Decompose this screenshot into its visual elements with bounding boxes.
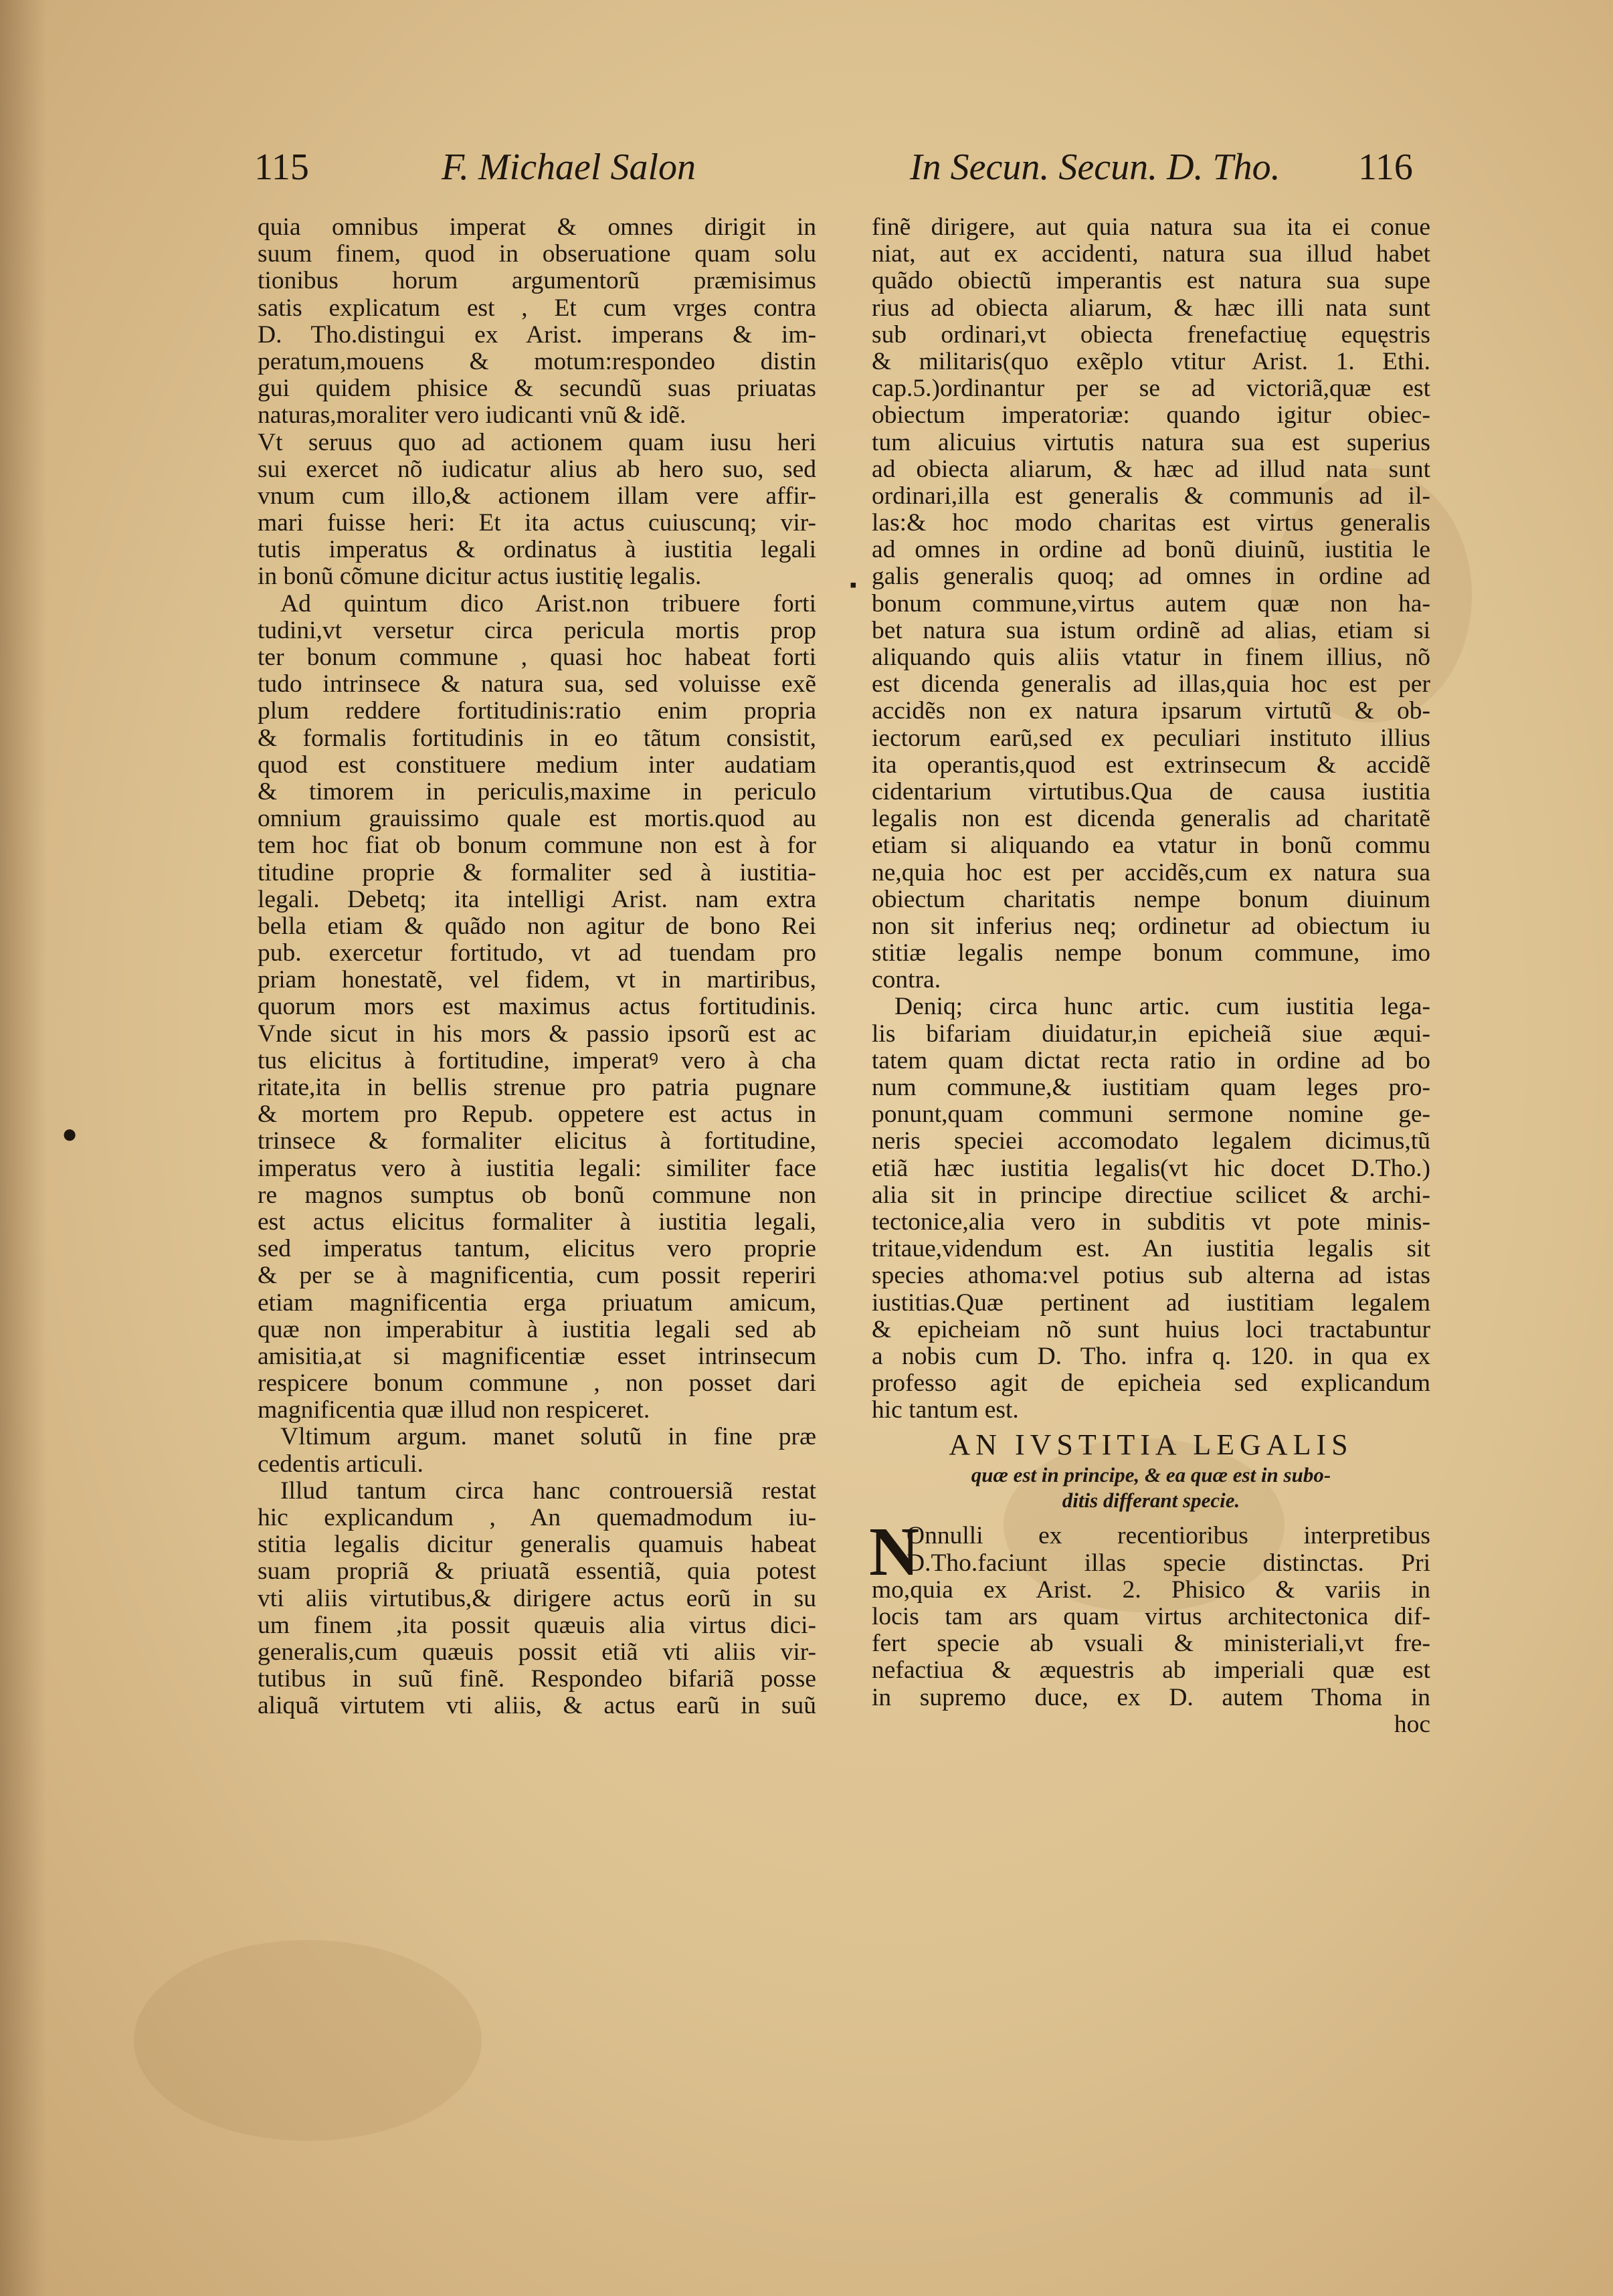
text-line: lis bifariam diuidatur,in epicheiã siue æqui- [872, 1020, 1430, 1048]
text-line: finẽ dirigere, aut quia natura sua ita ei conue [872, 214, 1430, 241]
text-line: iustitias.Quæ pertinent ad iustitiam legalem [872, 1289, 1430, 1317]
text-line: sub ordinari,vt obiecta frenefactiuę equęstris [872, 321, 1430, 349]
text-line: rius ad obiecta aliarum, & hæc illi nata sunt [872, 294, 1430, 322]
text-line: cidentarium virtutibus.Qua de causa iustitia [872, 778, 1430, 805]
text-line: professo agit de epicheia sed explicandum [872, 1370, 1430, 1398]
text-line: nefactiua & æquestris ab imperiali quæ est [872, 1657, 1430, 1685]
text-line: fert specie ab vsuali & ministeriali,vt fre- [872, 1630, 1430, 1658]
text-line: hic tantum est. [872, 1397, 1019, 1424]
text-line: stitia legalis dicitur generalis quamuis habeat [258, 1531, 816, 1559]
text-line: las:& hoc modo charitas est virtus generalis [872, 510, 1430, 537]
text-line: est actus elicitus formaliter à iustitia legali, [258, 1208, 816, 1236]
gutter-shadow [0, 0, 47, 2296]
text-line: tutis imperatus & ordinatus à iustitia legali [258, 537, 816, 564]
text-line: sed imperatus tantum, elicitus vero proprie [258, 1236, 816, 1263]
text-line: ne,quia hoc est per accidẽs,cum ex natura sua [872, 859, 1430, 886]
text-line: non sit inferius neq; ordinetur ad obiectum iu [872, 913, 1430, 940]
text-line: ordinari,illa est generalis & communis ad il- [872, 482, 1430, 510]
text-line: obiectum imperatoriæ: quando igitur obiec- [872, 402, 1430, 429]
opening-paragraph-lines [872, 1523, 1430, 1711]
text-line: tutibus in suũ finẽ. Respondeo bifariã posse [258, 1666, 816, 1693]
section-heading: AN IVSTITIA LEGALIS [949, 1428, 1353, 1462]
text-line: in bonũ cõmune dicitur actus iustitię legalis. [258, 563, 702, 591]
text-line: a nobis cum D. Tho. infra q. 120. in qua ex [872, 1343, 1430, 1370]
text-line: quãdo obiectũ imperantis est natura sua supe [872, 268, 1430, 295]
text-line: tudo intrinsece & natura sua, sed voluisse exẽ [258, 671, 816, 698]
text-line: mari fuisse heri: Et ita actus cuiuscunq; vir- [258, 510, 816, 537]
text-line: tritaue,videndum est. An iustitia legalis sit [872, 1236, 1430, 1263]
text-line: locis tam ars quam virtus architectonica dif- [872, 1604, 1430, 1630]
text-line: trinsece & formaliter elicitus à fortitudine, [258, 1128, 816, 1155]
left-running-head: F. Michael Salon [442, 147, 696, 188]
text-line: Illud tantum circa hanc controuersiã restat [280, 1477, 816, 1505]
right-text-column [869, 214, 1430, 1738]
text-line: etiam magnificentia erga priuatum amicum, [258, 1289, 816, 1317]
text-line: & militaris(quo exẽplo vtitur Arist. 1. Ethi. [872, 348, 1430, 375]
margin-mark: ▪ [850, 574, 857, 596]
text-line: magnificentia quæ illud non respiceret. [258, 1397, 650, 1424]
text-line: vti aliis virtutibus,& dirigere actus eorũ in su [258, 1585, 816, 1612]
text-line: Ad quintum dico Arist.non tribuere forti [280, 590, 816, 617]
text-line: respicere bonum commune , non posset dari [258, 1370, 816, 1398]
drop-capital: N [869, 1513, 920, 1591]
text-line: in supremo duce, ex D. autem Thoma in [872, 1684, 1430, 1711]
text-line: tectonice,alia vero in subditis vt pote minis- [872, 1208, 1430, 1236]
text-line: Deniq; circa hunc artic. cum iustitia lega- [894, 993, 1430, 1021]
text-line: cap.5.)ordinantur per se ad victoriã,quæ est [872, 375, 1430, 403]
text-line: ad obiecta aliarum, & hæc ad illud nata sunt [872, 456, 1430, 483]
text-line: ritate,ita in bellis strenue pro patria pugnare [258, 1074, 816, 1101]
text-line: etiam si aliquando ea vtatur in bonũ commu [872, 832, 1430, 860]
text-line: quod est constituere medium inter audatiam [258, 751, 816, 779]
text-line: bonum commune,virtus autem quæ non ha- [872, 590, 1430, 617]
text-line: pub. exercetur fortitudo, vt ad tuendam pro [258, 940, 816, 967]
section-subheading-line-2: ditis differant specie. [1062, 1489, 1240, 1513]
text-line: tus elicitus à fortitudine, imperatꝰ vero à cha [258, 1047, 816, 1074]
text-line: omnium grauissimo quale est mortis.quod au [258, 805, 816, 833]
text-line: bella etiam & quãdo non agitur de bono Rei [258, 913, 816, 940]
text-line: D. Tho.distingui ex Arist. imperans & im- [258, 321, 816, 349]
text-line: accidẽs non ex natura ipsarum virtutũ & ob- [872, 698, 1430, 725]
text-line: Vt seruus quo ad actionem quam iusu heri [258, 429, 816, 456]
text-line: plum reddere fortitudinis:ratio enim propria [258, 698, 816, 725]
text-line: naturas,moraliter vero iudicanti vnũ & idẽ. [258, 402, 686, 429]
text-line: satis explicatum est , Et cum vrges contra [258, 294, 816, 322]
text-line: stitiæ legalis nempe bonum commune, imo [872, 940, 1430, 967]
left-text-column [258, 214, 816, 1720]
text-line: D.Tho.faciunt illas specie distinctas. Pri [907, 1549, 1430, 1577]
text-line: & formalis fortitudinis in eo tãtum consistit, [258, 725, 816, 752]
text-line: tudini,vt versetur circa pericula mortis prop [258, 617, 816, 644]
text-line: aliquando quis aliis vtatur in finem illius, nõ [872, 644, 1430, 671]
text-line: quæ non imperabitur à iustitia legali sed ab [258, 1316, 816, 1343]
text-line: ponunt,quam communi sermone nomine ge- [872, 1101, 1430, 1129]
text-line: ter bonum commune , quasi hoc habeat forti [258, 644, 816, 671]
text-line: num commune,& iustitiam quam leges pro- [872, 1074, 1430, 1101]
right-folio-number: 116 [1358, 147, 1413, 188]
section-subheading-line-1: quæ est in principe, & ea quæ est in subo- [971, 1463, 1331, 1487]
text-line: tem hoc fiat ob bonum commune non est à for [258, 832, 816, 860]
text-line: sui exercet nõ iudicatur alius ab hero suo, sed [258, 456, 816, 483]
text-line: cedentis articuli. [258, 1450, 423, 1478]
text-line: quorum mors est maximus actus fortitudinis. [258, 993, 816, 1021]
text-line: legali. Debetq; ita intelligi Arist. nam extra [258, 886, 816, 913]
text-line: contra. [872, 967, 941, 994]
text-line: & epicheiam nõ sunt huius loci tractabuntur [872, 1316, 1430, 1343]
text-line: ita operantis,quod est extrinsecum & accidẽ [872, 751, 1430, 779]
text-line: tum alicuius virtutis natura sua est superius [872, 429, 1430, 456]
opening-paragraph [869, 1513, 1430, 1711]
text-line: um finem ,ita possit quæuis alia virtus dici- [258, 1612, 816, 1639]
left-folio-number: 115 [254, 147, 309, 188]
text-line: generalis,cum quæuis possit etiã vti aliis vir- [258, 1638, 816, 1666]
text-line: Vltimum argum. manet solutũ in fine præ [280, 1424, 816, 1451]
text-line: etiã hæc iustitia legalis(vt hic docet D.Tho.) [872, 1155, 1430, 1182]
text-line: suam propriã & priuatã essentiã, quia potest [258, 1558, 816, 1586]
text-line: vnum cum illo,& actionem illam vere affir- [258, 482, 816, 510]
text-line: ad omnes in ordine ad bonũ diuinũ, iustitia le [872, 537, 1430, 564]
text-line: & timorem in periculis,maxime in periculo [258, 778, 816, 805]
text-line: hic explicandum , An quemadmodum iu- [258, 1505, 816, 1531]
text-line: imperatus vero à iustitia legali: similiter face [258, 1155, 816, 1182]
text-line: bet natura sua istum ordinẽ ad alias, etiam si [872, 617, 1430, 644]
text-line: & mortem pro Repub. oppetere est actus in [258, 1101, 816, 1129]
text-line: galis generalis quoq; ad omnes in ordine ad [872, 563, 1430, 591]
text-line: suum finem, quod in obseruatione quam solu [258, 241, 816, 268]
text-line: peratum,mouens & motum:respondeo distin [258, 348, 816, 375]
text-line: aliquã virtutem vti aliis, & actus earũ in suũ [258, 1693, 816, 1720]
text-line: species athoma:vel potius sub alterna ad istas [872, 1262, 1430, 1290]
text-line: amisitia,at si magnificentiæ esset intrinsecum [258, 1343, 816, 1370]
text-line: quia omnibus imperat & omnes dirigit in [258, 214, 816, 241]
margin-bullet: ● [62, 1119, 78, 1149]
text-line: mo,quia ex Arist. 2. Phisico & variis in [872, 1576, 1430, 1604]
text-line: legalis non est dicenda generalis ad charitatẽ [872, 805, 1430, 833]
right-column-paragraph-1 [872, 214, 1430, 993]
text-line: est dicenda generalis ad illas,quia hoc est per [872, 671, 1430, 698]
text-line: priam honestatẽ, vel fidem, vt in martiribus, [258, 967, 816, 994]
text-line: neris speciei accomodato legalem dicimus,tũ [872, 1128, 1430, 1155]
catchword: hoc [1394, 1710, 1430, 1738]
right-column-paragraph-2 [872, 993, 1430, 1424]
text-line: & per se à magnificentia, cum possit reperiri [258, 1262, 816, 1290]
text-line: niat, aut ex accidenti, natura sua illud habet [872, 241, 1430, 268]
right-running-head: In Secun. Secun. D. Tho. [910, 147, 1280, 188]
text-line: Vnde sicut in his mors & passio ipsorũ est ac [258, 1020, 816, 1048]
text-line: obiectum charitatis nempe bonum diuinum [872, 886, 1430, 913]
text-line: iectorum earũ,sed ex peculiari instituto illius [872, 725, 1430, 752]
text-line: tionibus horum argumentorũ præmisimus [258, 268, 816, 295]
text-line: re magnos sumptus ob bonũ commune non [258, 1181, 816, 1209]
text-line: tatem quam dictat recta ratio in ordine ad bo [872, 1047, 1430, 1074]
paper-stain [134, 1940, 482, 2141]
text-line: Onnulli ex recentioribus interpretibus [907, 1523, 1430, 1550]
text-line: alia sit in principe directiue scilicet & archi- [872, 1181, 1430, 1209]
text-line: gui quidem phisice & secundũ suas priuatas [258, 375, 816, 403]
text-line: titudine proprie & formaliter sed à iustitia- [258, 859, 816, 886]
